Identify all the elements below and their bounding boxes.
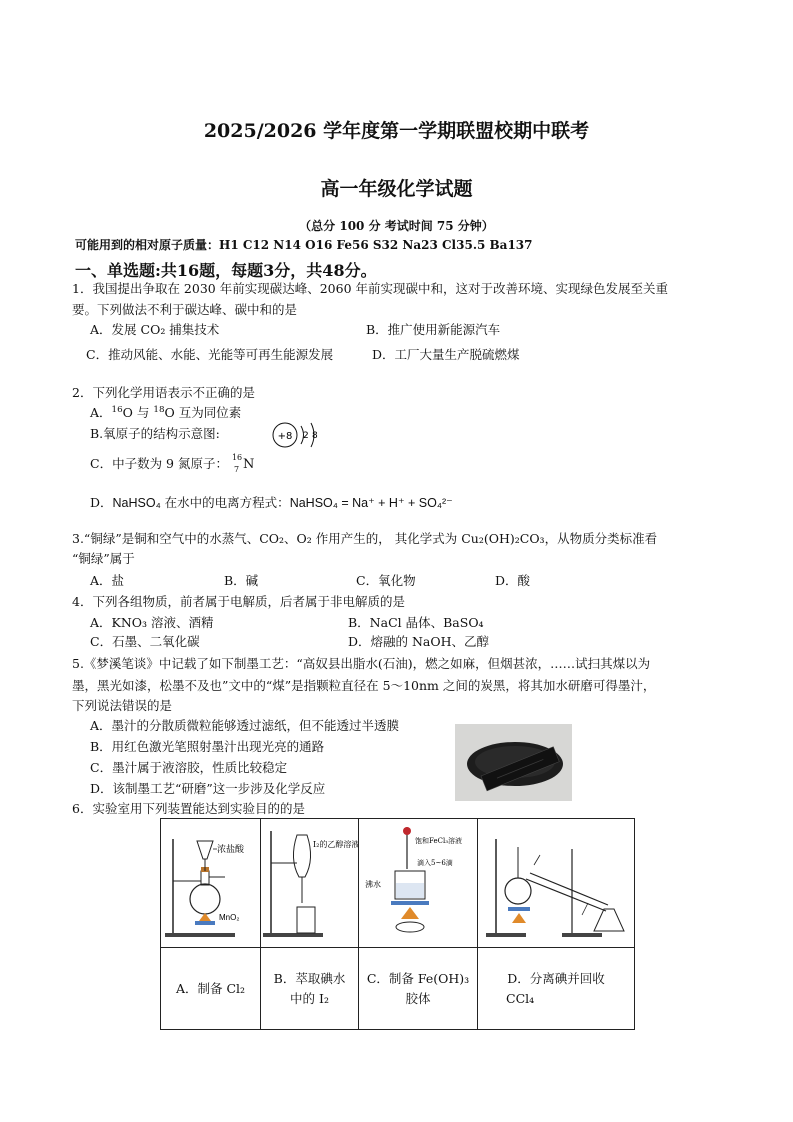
q5-stem-line3: 下列说法错误的是 <box>72 698 173 713</box>
q3-stem-line2: “铜绿”属于 <box>72 551 135 566</box>
atomic-masses: 可能用到的相对原子质量：H1 C12 N14 O16 Fe56 S32 Na23 Cl35.5 Ba137 <box>75 238 533 252</box>
q4-option-b: B．NaCl 晶体、BaSO₄ <box>348 615 484 630</box>
q4-option-a: A．KNO₃ 溶液、酒精 <box>90 615 214 630</box>
label-drops: 滴入5~6滴 <box>417 859 453 867</box>
shell1-label: 2 <box>303 431 309 441</box>
apparatus-d-cell <box>478 819 635 948</box>
apparatus-b-cell <box>261 819 359 948</box>
q5-stem-line1: 5.《梦溪笔谈》中记载了如下制墨工艺：“高奴县出脂水(石油)，燃之如麻，但烟甚浓，……试扫其煤以为 <box>72 656 651 671</box>
apparatus-d-drawing <box>478 819 634 943</box>
q2-option-b: B.氧原子的结构示意图: <box>90 426 220 441</box>
label-fecl3: 饱和FeCl₃溶液 <box>415 837 463 845</box>
q2-a-iso2-mass: 18 <box>153 404 165 415</box>
apparatus-a-caption: A．制备 Cl₂ <box>161 948 261 1030</box>
nucleus-label: +8 <box>277 431 293 442</box>
q3-option-d: D．酸 <box>495 573 531 588</box>
apparatus-table <box>160 818 635 1030</box>
nuclide-symbol: N <box>242 456 255 472</box>
apparatus-c-caption <box>359 948 478 1030</box>
apparatus-a-drawing <box>161 819 260 943</box>
q3-option-c: C．氧化物 <box>356 573 416 588</box>
apparatus-b-drawing <box>261 819 358 943</box>
q3-option-b: B．碱 <box>224 573 259 588</box>
label-mno2: MnO₂ <box>219 913 240 922</box>
q1-option-c: C．推动风能、水能、光能等可再生能源发展 <box>86 347 334 362</box>
q2-d-equation: NaHSO₄ = Na⁺ + H⁺ + SO₄²⁻ <box>289 496 453 510</box>
apparatus-b-caption-line2: 中的 I₂ <box>290 990 329 1006</box>
q2-option-d <box>90 493 453 511</box>
apparatus-c-caption-line1: C．制备 Fe(OH)₃ <box>366 970 470 986</box>
section-title: 一、单选题:共16题，每题3分，共48分。 <box>75 261 377 280</box>
q2-a-prefix: A． <box>90 405 112 420</box>
exam-subtitle: 高一年级化学试题 <box>320 178 473 200</box>
apparatus-c-drawing <box>359 819 477 943</box>
apparatus-a-cell <box>161 819 261 948</box>
q5-option-b: B．用红色激光笔照射墨汁出现光亮的通路 <box>90 739 325 754</box>
q4-stem: 4．下列各组物质，前者属于电解质，后者属于非电解质的是 <box>72 594 405 609</box>
q4-option-c: C．石墨、二氧化碳 <box>90 634 200 649</box>
oxygen-atom-diagram <box>270 418 322 452</box>
ink-stick-photo <box>455 724 572 801</box>
q2-d-formula: NaHSO₄ <box>112 496 161 510</box>
q2-stem: 2．下列化学用语表示不正确的是 <box>72 385 255 400</box>
q2-d-mid: 在水中的电离方程式： <box>160 495 290 510</box>
exam-title: 2025/2026 学年度第一学期联盟校期中联考 <box>203 120 590 142</box>
apparatus-d-caption <box>478 948 635 1030</box>
q2-a-iso2: O 互为同位素 <box>164 405 242 420</box>
q1-option-a: A．发展 CO₂ 捕集技术 <box>90 322 220 337</box>
apparatus-c-caption-line2: 胶体 <box>405 990 431 1006</box>
q5-option-d: D．该制墨工艺“研磨”这一步涉及化学反应 <box>90 781 326 796</box>
q2-option-c <box>90 454 254 473</box>
exam-total-info: （总分 100 分 考试时间 75 分钟） <box>299 219 494 233</box>
q5-option-a: A．墨汁的分散质微粒能够透过滤纸，但不能透过半透膜 <box>90 718 400 733</box>
q3-option-a: A．盐 <box>90 573 125 588</box>
apparatus-d-caption-line2: CCl₄ <box>506 990 535 1006</box>
nuclide-mass: 16 <box>231 452 243 462</box>
q1-stem-line1: 1．我国提出争取在 2030 年前实现碳达峰、2060 年前实现碳中和，这对于改善环境、实现绿色发展至关重 <box>72 281 668 296</box>
apparatus-c-cell <box>359 819 478 948</box>
q1-stem-line2: 要。下列做法不利于碳达峰、碳中和的是 <box>72 302 298 317</box>
q5-option-c: C．墨汁属于液溶胶，性质比较稳定 <box>90 760 288 775</box>
q1-option-d: D．工厂大量生产脱硫燃煤 <box>372 347 520 362</box>
q3-stem-line1: 3.“铜绿”是铜和空气中的水蒸气、CO₂、O₂ 作用产生的， 其化学式为 Cu₂(OH)₂CO₃，从物质分类标准看 <box>72 531 658 546</box>
q6-stem: 6．实验室用下列装置能达到实验目的的是 <box>72 801 305 816</box>
apparatus-b-caption <box>261 948 359 1030</box>
q1-option-b: B．推广使用新能源汽车 <box>366 322 501 337</box>
shell2-label: 8 <box>312 431 318 441</box>
nuclide-number: 7 <box>233 464 240 474</box>
nitrogen-nuclide <box>231 452 255 474</box>
apparatus-d-caption-line1: D．分离碘并回收 <box>507 970 605 986</box>
q2-a-iso1-mass: 16 <box>111 404 123 415</box>
q2-c-text: C．中子数为 9 氮原子： <box>90 456 228 471</box>
q2-a-iso1: O 与 <box>122 405 154 420</box>
q2-d-prefix: D． <box>90 495 113 510</box>
label-boiling-water: 沸水 <box>365 880 381 889</box>
q2-option-a <box>90 403 241 421</box>
apparatus-b-caption-line1: B．萃取碘水 <box>273 970 346 986</box>
q5-stem-line2: 墨，黑光如漆，松墨不及也”文中的“煤”是指颗粒直径在 5～10nm 之间的炭黑，将其加水研磨可得墨汁， <box>72 678 656 693</box>
label-conc-hcl: 浓盐酸 <box>217 845 245 855</box>
q4-option-d: D．熔融的 NaOH、乙醇 <box>348 634 490 649</box>
label-i2-solution: I₂的乙醇溶液 <box>313 840 358 849</box>
